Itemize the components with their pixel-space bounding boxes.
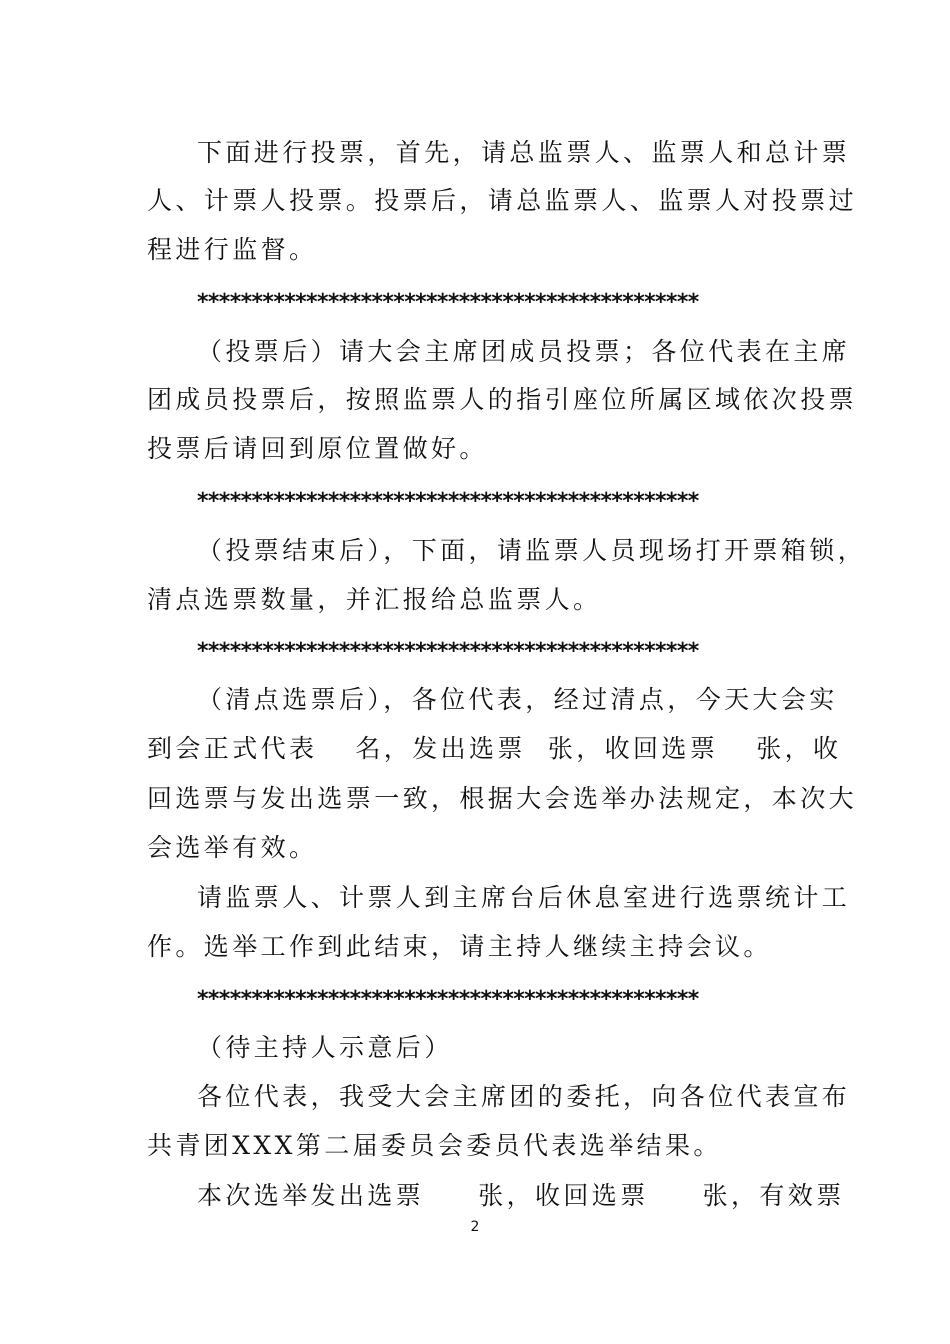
paragraph-line: 各位代表，我受大会主席团的委托，向各位代表宣布 — [197, 1082, 851, 1111]
separator-line: ********************************************** — [197, 639, 699, 664]
text-segment: 张，收回选票 — [547, 734, 719, 763]
text-segment: 名，发出选票 — [355, 734, 526, 763]
paragraph-line: （待主持人示意后） — [197, 1033, 453, 1062]
text-segment: 本次选举发出选票 — [197, 1181, 425, 1210]
paragraph-line-with-blanks — [147, 734, 842, 764]
paragraph-line: （投票后）请大会主席团成员投票；各位代表在主席 — [197, 337, 851, 366]
text-segment: 到会正式代表 — [147, 734, 318, 763]
paragraph-line: 作。选举工作到此结束，请主持人继续主持会议。 — [147, 932, 772, 961]
paragraph-line: （清点选票后），各位代表，经过清点，今天大会实 — [197, 685, 838, 714]
paragraph-line: 团成员投票后，按照监票人的指引座位所属区域依次投票 — [147, 385, 858, 414]
paragraph-line: 回选票与发出选票一致，根据大会选举办法规定，本次大 — [147, 784, 858, 813]
paragraph-line: 请监票人、计票人到主席台后休息室进行选票统计工 — [197, 883, 851, 912]
paragraph-line-with-blanks — [197, 1181, 857, 1211]
paragraph-line: 会选举有效。 — [147, 833, 318, 862]
paragraph-line: 共青团XXX第二届委员会委员代表选举结果。 — [147, 1131, 722, 1160]
text-segment: 张，收 — [756, 734, 842, 763]
text-segment: 张，有效票 — [702, 1181, 845, 1210]
paragraph-line: （投票结束后），下面，请监票人员现场打开票箱锁， — [197, 536, 867, 565]
page-number: 2 — [470, 1219, 480, 1235]
paragraph-line: 人、计票人投票。投票后，请总监票人、监票人对投票过 — [147, 186, 858, 215]
separator-line: ********************************************** — [197, 987, 699, 1012]
paragraph-line: 程进行监督。 — [147, 235, 318, 264]
paragraph-line: 清点选票数量，并汇报给总监票人。 — [147, 585, 602, 614]
text-segment: 张，收回选票 — [478, 1181, 649, 1210]
paragraph-line: 投票后请回到原位置做好。 — [147, 434, 488, 463]
separator-line: ********************************************** — [197, 290, 699, 315]
separator-line: ********************************************** — [197, 489, 699, 514]
paragraph-line: 下面进行投票，首先，请总监票人、监票人和总计票 — [197, 138, 851, 167]
